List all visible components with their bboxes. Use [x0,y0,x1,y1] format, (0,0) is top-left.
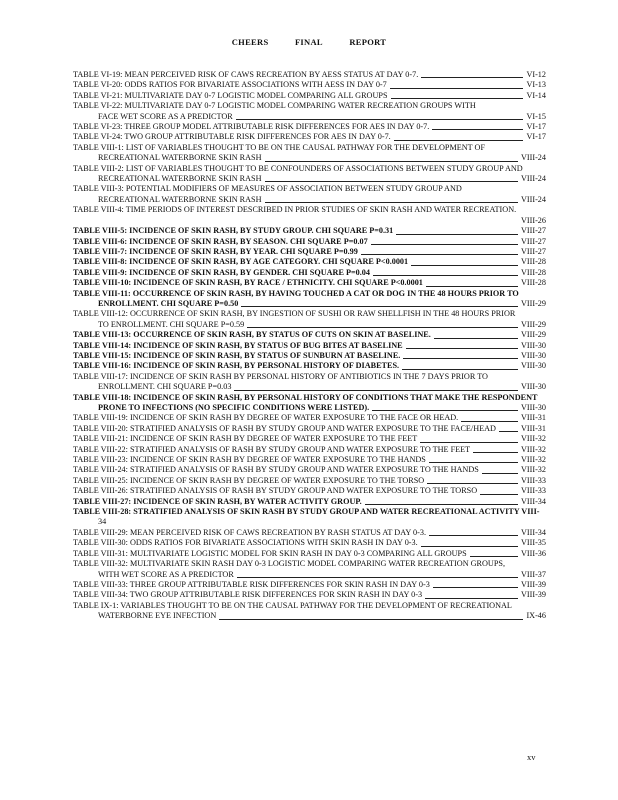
toc-entry[interactable] [73,528,546,538]
toc-entry-text: ENROLLMENT. CHI SQUARE P=0.50 [98,298,239,308]
toc-leader-line [473,452,518,453]
toc-entry-text: FACE WET SCORE AS A PREDICTOR [98,111,233,121]
toc-entry-text: TABLE VIII-2: LIST OF VARIABLES THOUGHT TO BE CONFOUNDERS OF ASSOCIATIONS BETWEEN STUDY GROUP AND [73,163,523,173]
toc-leader-line [427,483,518,484]
toc-entry-text: TABLE VIII-28: STRATIFIED ANALYSIS OF SKIN RASH BY STUDY GROUP AND WATER RECREATIONAL ACTIVITY VIII- [73,507,540,517]
toc-entry-text: TABLE VIII-32: MULTIVARIATE SKIN RASH DAY 0-3 LOGISTIC MODEL COMPARING WATER RECREATION GROUPS, [73,559,506,569]
toc-page-ref: VIII-24 [520,194,546,204]
toc-leader-line [499,431,518,432]
toc-entry[interactable] [73,132,546,142]
toc-entry-text: TABLE VIII-23: INCIDENCE OF SKIN RASH BY DEGREE OF WATER EXPOSURE TO THE HANDS [73,455,426,465]
toc-entry[interactable] [73,80,546,90]
toc-entry[interactable] [73,122,546,132]
toc-entry-text: TABLE VIII-5: INCIDENCE OF SKIN RASH, BY STUDY GROUP. CHI SQUARE P=0.31 [73,226,394,236]
toc-entry[interactable] [73,590,546,600]
toc-entry-text: WATERBORNE EYE INFECTION [98,611,217,621]
toc-leader-line [390,88,524,89]
toc-entry-text: TABLE VI-22: MULTIVARIATE DAY 0-7 LOGISTIC MODEL COMPARING WATER RECREATION GROUPS WITH [73,101,476,111]
toc-entry[interactable] [73,268,546,278]
toc-page-ref: VIII-28 [520,257,546,267]
toc-leader-line [421,77,523,78]
toc-page-ref: VIII-29 [520,298,546,308]
toc-entry[interactable] [73,164,546,185]
toc-entry-text: TABLE VIII-17: INCIDENCE OF SKIN RASH BY PERSONAL HISTORY OF ANTIBIOTICS IN THE 7 DAYS PRIOR TO [73,371,488,381]
toc-entry-text: TABLE VIII-21: INCIDENCE OF SKIN RASH BY DEGREE OF WATER EXPOSURE TO THE FEET [73,434,418,444]
toc-page-ref: VIII-33 [520,475,546,485]
toc-page-ref: VIII-26 [520,215,546,225]
toc-entry-text: TABLE VIII-27: INCIDENCE OF SKIN RASH, BY WATER ACTIVITY GROUP. [73,496,362,506]
toc-page-ref: VIII-24 [520,153,546,163]
toc-page-ref: VIII-28 [520,278,546,288]
toc-page-ref: VIII-36 [520,548,546,558]
toc-entry-text: TABLE VIII-33: THREE GROUP ATTRIBUTABLE RISK DIFFERENCES FOR SKIN RASH IN DAY 0-3 [73,579,430,589]
toc-leader-line [433,587,518,588]
toc-entry-text: TABLE VIII-14: INCIDENCE OF SKIN RASH, BY STATUS OF BUG BITES AT BASELINE [73,340,403,350]
toc-leader-line [434,338,518,339]
toc-leader-line [480,494,518,495]
toc-entry[interactable] [73,601,546,622]
toc-page-ref: VIII-27 [520,246,546,256]
toc-leader-line [406,348,518,349]
toc-entry[interactable] [73,424,546,434]
toc-page-ref: VI-12 [526,70,546,79]
toc-entry-text: RECREATIONAL WATERBORNE SKIN RASH [98,174,262,184]
toc-entry-text: TABLE VIII-13: OCCURRENCE OF SKIN RASH, BY STATUS OF CUTS ON SKIN AT BASELINE. [73,330,431,340]
toc-entry-text: TABLE IX-1: VARIABLES THOUGHT TO BE ON THE CAUSAL PATHWAY FOR THE DEVELOPMENT OF RECREATIONAL [73,600,512,610]
toc-entry[interactable] [73,184,546,205]
toc-entry-text: TABLE VI-20: ODDS RATIOS FOR BIVARIATE ASSOCIATIONS WITH AESS IN DAY 0-7 [73,80,387,90]
toc-leader-line [361,254,518,255]
toc-entry[interactable] [73,538,546,548]
toc-entry[interactable] [73,101,546,122]
toc-entry[interactable] [73,507,546,528]
toc-page-ref: VIII-35 [520,538,546,548]
toc-leader-line [426,286,518,287]
toc-entry-text: TABLE VI-21: MULTIVARIATE DAY 0-7 LOGISTIC MODEL COMPARING ALL GROUPS [73,90,388,100]
toc-entry-text: TABLE VIII-10: INCIDENCE OF SKIN RASH, BY RACE / ETHNICITY. CHI SQUARE P<0.0001 [73,278,423,288]
toc-page-ref: VI-13 [526,80,546,90]
toc-entry-text: TABLE VIII-31: MULTIVARIATE LOGISTIC MODEL FOR SKIN RASH IN DAY 0-3 COMPARING ALL GROUPS [73,548,467,558]
toc-page-ref: VIII-27 [520,236,546,246]
toc-leader-line [265,202,518,203]
toc-leader-line [371,244,518,245]
toc-entry-text: TABLE VIII-20: STRATIFIED ANALYSIS OF RASH BY STUDY GROUP AND WATER EXPOSURE TO THE FACE/HEAD [73,423,496,433]
report-header [0,37,618,47]
toc-entry-text: TABLE VIII-25: INCIDENCE OF SKIN RASH BY DEGREE OF WATER EXPOSURE TO THE TORSO [73,475,425,485]
toc-page-ref: VIII-29 [520,319,546,329]
toc-entry[interactable] [73,330,546,340]
toc-page-ref: VIII-39 [520,590,546,600]
toc-leader-line [373,275,518,276]
toc-page-ref: VIII-39 [520,579,546,589]
toc-entry-text: TABLE VIII-9: INCIDENCE OF SKIN RASH, BY GENDER. CHI SQUARE P=0.04 [73,267,370,277]
toc-page-ref: VIII-37 [520,569,546,579]
toc-leader-line [420,442,518,443]
toc-entry[interactable] [73,237,546,247]
toc-page-ref: VIII-30 [520,350,546,360]
toc-entry[interactable] [73,205,546,226]
toc-leader-line [234,390,518,391]
toc-entry[interactable] [73,351,546,361]
toc-entry-text: TABLE VIII-18: INCIDENCE OF SKIN RASH, BY PERSONAL HISTORY OF CONDITIONS THAT MAKE THE RESPONDENT [73,392,538,402]
toc-page-ref: VIII-30 [520,340,546,350]
toc-leader-line [482,473,518,474]
header-part-cheers: CHEERS [231,37,269,47]
toc-entry[interactable] [73,361,546,371]
toc-entry-text: TABLE VI-23: THREE GROUP MODEL ATTRIBUTABLE RISK DIFFERENCES FOR AES IN DAY 0-7. [73,122,430,132]
toc-entry[interactable] [73,372,546,393]
toc-leader-line [432,129,523,130]
toc-entry[interactable] [73,445,546,455]
toc-entry[interactable] [73,476,546,486]
toc-entry-text: TABLE VIII-1: LIST OF VARIABLES THOUGHT TO BE ON THE CAUSAL PATHWAY FOR THE DEVELOPMENT OF [73,142,486,152]
toc-page-ref: VIII-32 [520,434,546,444]
toc-leader-line [403,358,518,359]
toc-leader-line [372,410,518,411]
toc-page-ref: VIII-24 [520,174,546,184]
toc-page-ref: VIII-32 [520,455,546,465]
toc-leader-line [411,265,518,266]
toc-entry-text: TABLE VIII-11: OCCURRENCE OF SKIN RASH, BY HAVING TOUCHED A CAT OR DOG IN THE 48 HOURS PRIOR TO [73,288,519,298]
toc-entry-text: TABLE VIII-15: INCIDENCE OF SKIN RASH, BY STATUS OF SUNBURN AT BASELINE. [73,350,401,360]
toc-entry[interactable] [73,226,546,236]
toc-leader-line [402,369,518,370]
toc-entry[interactable] [73,549,546,559]
toc-entry-text: TABLE VI-24: TWO GROUP ATTRIBUTABLE RISK DIFFERENCES FOR AES IN DAY 0-7. [73,132,391,142]
toc-entry-text: TABLE VIII-7: INCIDENCE OF SKIN RASH, BY YEAR. CHI SQUARE P=0.99 [73,246,358,256]
toc-entry-text: TABLE VIII-6: INCIDENCE OF SKIN RASH, BY SEASON. CHI SQUARE P=0.07 [73,236,368,246]
toc-entry-text: TABLE VIII-4: TIME PERIODS OF INTEREST DESCRIBED IN PRIOR STUDIES OF SKIN RASH AND WATER RECREATION. [73,205,517,215]
toc-leader-line [241,306,518,307]
toc-page-ref: VI-15 [526,111,546,121]
toc-entry-text: TABLE VIII-34: TWO GROUP ATTRIBUTABLE RISK DIFFERENCES FOR SKIN RASH IN DAY 0-3 [73,590,423,600]
toc-entry[interactable] [73,393,546,414]
toc-entry[interactable] [73,486,546,496]
toc-page-ref: VI-17 [526,132,546,142]
toc-entry[interactable] [73,434,546,444]
toc-entry[interactable] [73,70,546,80]
toc-page-ref: IX-46 [526,611,546,621]
toc-entry-text: TABLE VIII-29: MEAN PERCEIVED RISK OF CAWS RECREATION BY RASH STATUS AT DAY 0-3. [73,527,426,537]
toc-entry-text: TABLE VIII-24: STRATIFIED ANALYSIS OF RASH BY STUDY GROUP AND WATER EXPOSURE TO THE HANDS [73,465,479,475]
toc-entry-text: TABLE VIII-12: OCCURRENCE OF SKIN RASH, BY INGESTION OF SUSHI OR RAW SHELLFISH IN THE 48 HOURS PRIOR [73,309,516,319]
header-part-final: FINAL [294,37,323,47]
header-part-report: REPORT [349,37,387,47]
toc-leader-line [247,327,518,328]
toc-leader-line [219,619,523,620]
toc-entry-text: TABLE VIII-19: INCIDENCE OF SKIN RASH BY DEGREE OF WATER EXPOSURE TO THE FACE OR HEAD. [73,413,459,423]
toc-leader-line [429,535,518,536]
toc-entry[interactable] [73,341,546,351]
toc-entry[interactable] [73,497,546,507]
toc-entry-text: WITH WET SCORE AS A PREDICTOR [98,569,234,579]
toc-entry[interactable] [73,91,546,101]
toc-entry-text: TABLE VIII-30: ODDS RATIOS FOR BIVARIATE ASSOCIATIONS WITH SKIN RASH IN DAY 0-3. [73,538,418,548]
list-of-tables [73,70,546,622]
toc-page-ref: VI-14 [526,90,546,100]
toc-page-ref: VIII-31 [520,423,546,433]
toc-page-ref: VIII-27 [520,226,546,236]
toc-entry[interactable] [73,309,546,330]
toc-entry-text: PRONE TO INFECTIONS (NO SPECIFIC CONDITIONS WERE LISTED). [98,403,370,412]
page-number: xv [527,752,536,762]
toc-page-ref: VIII-33 [520,486,546,496]
toc-entry[interactable] [73,143,546,164]
toc-page-ref: VIII-28 [520,267,546,277]
toc-page-ref: VIII-30 [520,382,546,392]
toc-entry[interactable] [73,413,546,423]
toc-entry[interactable] [73,278,546,288]
toc-entry[interactable] [73,247,546,257]
toc-entry[interactable] [73,289,546,310]
toc-entry-text: TO ENROLLMENT. CHI SQUARE P=0.59 [98,319,245,329]
toc-entry-text: ENROLLMENT. CHI SQUARE P=0.03 [98,382,232,392]
toc-entry-text: TABLE VIII-16: INCIDENCE OF SKIN RASH, BY PERSONAL HISTORY OF DIABETES. [73,361,400,371]
toc-page-ref: VIII-29 [520,330,546,340]
toc-entry-text: TABLE VIII-22: STRATIFIED ANALYSIS OF RASH BY STUDY GROUP AND WATER EXPOSURE TO THE FEET [73,444,471,454]
toc-leader-line [391,98,524,99]
toc-leader-line [429,462,518,463]
toc-entry[interactable] [73,455,546,465]
toc-leader-line [470,556,518,557]
toc-leader-line [265,161,518,162]
toc-leader-line [365,504,518,505]
toc-leader-line [396,234,518,235]
toc-leader-line [425,598,518,599]
toc-page-ref: VIII-32 [520,465,546,475]
toc-leader-line [237,577,518,578]
toc-page-ref: VIII-31 [520,413,546,423]
toc-page-ref: VIII-34 [520,496,546,506]
toc-leader-line [236,119,524,120]
toc-leader-line [265,181,518,182]
toc-page-ref: VIII-30 [520,403,546,412]
toc-entry[interactable] [73,580,546,590]
toc-leader-line [461,421,518,422]
toc-entry-text: RECREATIONAL WATERBORNE SKIN RASH [98,194,262,204]
toc-entry[interactable] [73,257,546,267]
toc-page-ref: VIII-30 [520,361,546,371]
toc-entry[interactable] [73,559,546,580]
toc-page-ref: VIII-32 [520,444,546,454]
toc-entry-text: TABLE VIII-8: INCIDENCE OF SKIN RASH, BY AGE CATEGORY. CHI SQUARE P<0.0001 [73,257,409,267]
toc-leader-line [421,546,518,547]
toc-entry-text: RECREATIONAL WATERBORNE SKIN RASH [98,153,262,163]
toc-page-ref: 34 [98,517,107,527]
toc-entry-text: TABLE VI-19: MEAN PERCEIVED RISK OF CAWS RECREATION BY AESS STATUS AT DAY 0-7. [73,70,419,79]
toc-leader-line [394,140,524,141]
toc-entry-text: TABLE VIII-26: STRATIFIED ANALYSIS OF RASH BY STUDY GROUP AND WATER EXPOSURE TO THE TORSO [73,486,478,496]
toc-page-ref: VI-17 [526,122,546,132]
toc-entry-text: TABLE VIII-3: POTENTIAL MODIFIERS OF MEASURES OF ASSOCIATION BETWEEN STUDY GROUP AND [73,184,462,194]
toc-entry[interactable] [73,465,546,475]
toc-page-ref: VIII-34 [520,527,546,537]
